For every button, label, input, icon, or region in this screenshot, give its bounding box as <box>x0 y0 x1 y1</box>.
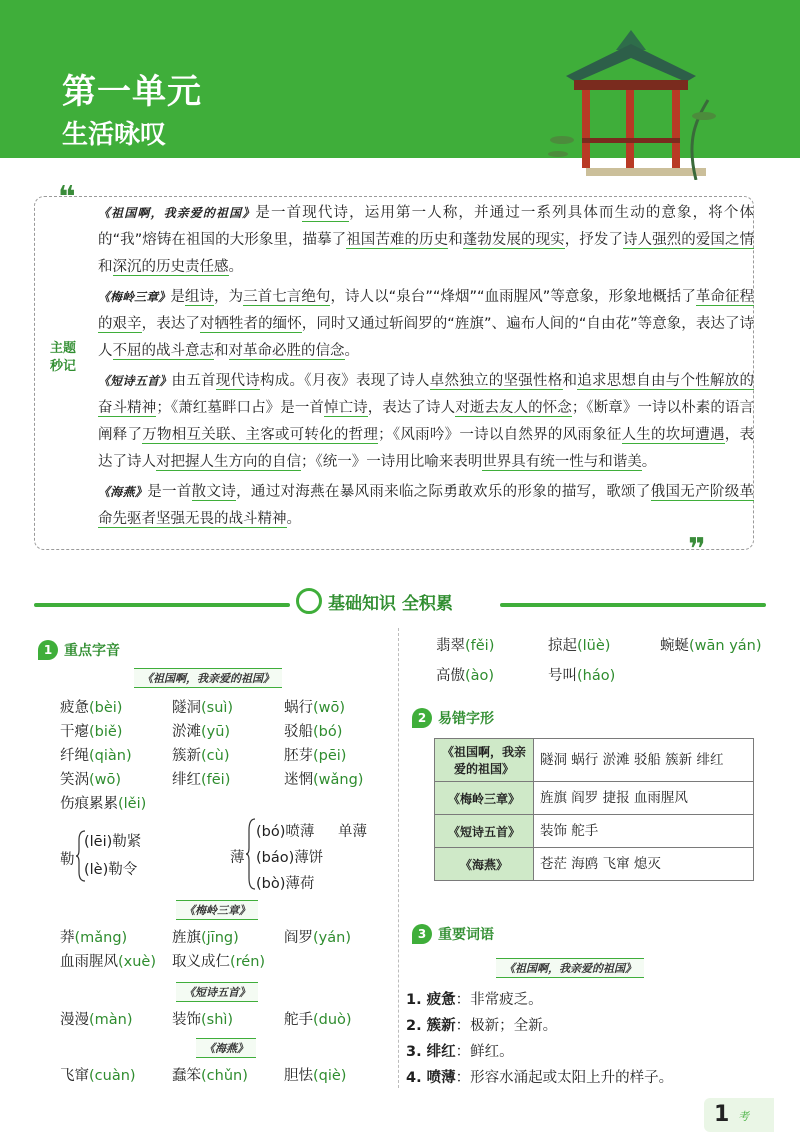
word: 干瘪 <box>60 724 89 740</box>
pinyin: (pēi) <box>313 748 347 764</box>
pinyin: (wō) <box>89 772 122 788</box>
pinyin: (bó) <box>313 724 343 740</box>
key-sounds-title: 重点字音 <box>64 643 120 659</box>
vocab-num: 3. <box>406 1044 427 1060</box>
word-pinyin <box>284 768 363 789</box>
poly-bo-1b: 单薄 <box>338 824 367 840</box>
word-pinyin <box>172 744 229 765</box>
word: 笑涡 <box>60 772 89 788</box>
word: 伤痕累累 <box>60 796 118 812</box>
word: 高傲 <box>436 668 465 684</box>
brace-bo <box>246 818 256 890</box>
pinyin: (cuàn) <box>89 1068 136 1084</box>
lesson-cell: 《梅岭三章》 <box>435 782 534 815</box>
lesson-cell: 《短诗五首》 <box>435 815 534 848</box>
word: 莽 <box>60 930 75 946</box>
word-pinyin <box>60 1064 136 1085</box>
poly-bo-3: (bò)薄荷 <box>256 876 315 892</box>
poly-bo-1: (bó)喷薄 <box>256 824 315 840</box>
leaf-number-icon: 3 <box>412 924 432 944</box>
pinyin: (duò) <box>313 1012 352 1028</box>
pinyin: (chǔn) <box>201 1068 248 1084</box>
chars-cell: 旌旗 阎罗 捷报 血雨腥风 <box>534 782 754 815</box>
pinyin: (háo) <box>577 668 616 684</box>
word: 血雨腥风 <box>60 954 118 970</box>
vocab-def: ：鲜红。 <box>455 1044 514 1060</box>
word: 胆怯 <box>284 1068 313 1084</box>
word: 驳船 <box>284 724 313 740</box>
error-chars-header <box>412 708 494 728</box>
leaf-number-icon: 2 <box>412 708 432 728</box>
pavilion-illustration <box>546 30 716 180</box>
word-pinyin <box>284 926 351 947</box>
pinyin: (biě) <box>89 724 123 740</box>
column-separator <box>398 628 399 1088</box>
word-pinyin <box>436 664 494 685</box>
lesson-tag-haiyan: 《海燕》 <box>196 1038 256 1058</box>
word-pinyin <box>548 634 610 655</box>
word-pinyin <box>60 1008 133 1029</box>
pinyin: (màn) <box>89 1012 133 1028</box>
unit-subtitle: 生活咏叹 <box>62 120 167 150</box>
pinyin: (bèi) <box>89 700 123 716</box>
swirl-icon <box>296 588 322 614</box>
vocab-def: ：形容水涌起或太阳上升的样子。 <box>455 1070 674 1086</box>
table-row <box>435 739 754 782</box>
word: 旌旗 <box>172 930 201 946</box>
lesson-cell: 《祖国啊，我亲爱的祖国》 <box>435 739 534 782</box>
word: 簇新 <box>172 748 201 764</box>
word-pinyin <box>60 744 132 765</box>
pinyin: (jīng) <box>201 930 239 946</box>
word: 纤绳 <box>60 748 89 764</box>
word-pinyin <box>660 634 762 655</box>
pinyin: (cù) <box>201 748 230 764</box>
pinyin: (lüè) <box>577 638 611 654</box>
page-number: 1 <box>714 1102 730 1127</box>
vocab-word: 簇新 <box>426 1018 456 1034</box>
word: 飞窜 <box>60 1068 89 1084</box>
pinyin: (wō) <box>313 700 346 716</box>
error-chars-title: 易错字形 <box>438 711 494 727</box>
word-pinyin <box>172 926 239 947</box>
word: 取义成仁 <box>172 954 230 970</box>
leaf-number-icon: 1 <box>38 640 58 660</box>
theme-paragraphs <box>98 200 754 536</box>
vocab-word: 疲惫 <box>426 992 456 1008</box>
pinyin: (ào) <box>465 668 495 684</box>
pinyin: (mǎng) <box>74 930 128 946</box>
word: 翡翠 <box>436 638 465 654</box>
poly-le-1: (lēi)勒紧 <box>84 834 142 850</box>
chars-cell: 苍茫 海鸥 飞窜 熄灭 <box>534 848 754 881</box>
vocab-item <box>406 1040 514 1061</box>
pinyin: (shì) <box>201 1012 234 1028</box>
poly-bo-2: (báo)薄饼 <box>256 850 324 866</box>
word-pinyin <box>284 744 346 765</box>
vocab-word: 绯红 <box>426 1044 456 1060</box>
vocab-def: ：极新；全新。 <box>455 1018 558 1034</box>
page-mark: 考 <box>738 1110 749 1123</box>
word-pinyin <box>548 664 615 685</box>
pinyin: (rén) <box>230 954 266 970</box>
word-pinyin <box>284 720 342 741</box>
theme-paragraph-4: 《海燕》是一首散文诗，通过对海燕在暴风雨来临之际勇敢欢乐的形象的描写，歌颂了俄国无产阶级革命先驱者坚强无畏的战斗精神。 <box>98 484 755 527</box>
lesson-cell: 《海燕》 <box>435 848 534 881</box>
word-pinyin <box>172 720 230 741</box>
vocab-title: 重要词语 <box>438 927 494 943</box>
word-pinyin <box>60 926 127 947</box>
quote-open-icon: ❝ <box>58 180 76 215</box>
word-pinyin <box>172 1064 248 1085</box>
poly-le-char: 勒 <box>60 852 75 868</box>
word: 蜗行 <box>284 700 313 716</box>
word: 隧洞 <box>172 700 201 716</box>
chars-cell: 装饰 舵手 <box>534 815 754 848</box>
word-pinyin <box>172 768 230 789</box>
word-pinyin <box>172 696 233 717</box>
page-number-tab <box>704 1098 774 1132</box>
error-chars-table <box>434 738 754 881</box>
vocab-num: 4. <box>406 1070 427 1086</box>
pinyin: (yán) <box>313 930 351 946</box>
word: 绯红 <box>172 772 201 788</box>
vocab-num: 2. <box>406 1018 427 1034</box>
pinyin: (fēi) <box>201 772 231 788</box>
word-pinyin <box>284 1008 352 1029</box>
quote-close-icon: ❞ <box>688 532 706 567</box>
unit-title: 第一单元 <box>62 72 202 112</box>
theme-label: 主题秒记 <box>49 341 76 374</box>
vocab-item <box>406 1066 673 1087</box>
word-pinyin <box>284 1064 346 1085</box>
table-row <box>435 815 754 848</box>
chars-cell: 隧洞 蜗行 淤滩 驳船 簇新 绯红 <box>534 739 754 782</box>
pinyin: (xuè) <box>118 954 157 970</box>
pinyin: (yū) <box>201 724 231 740</box>
word: 装饰 <box>172 1012 201 1028</box>
vocab-def: ：非常疲乏。 <box>455 992 543 1008</box>
table-row <box>435 782 754 815</box>
theme-paragraph-1: 《祖国啊，我亲爱的祖国》是一首现代诗，运用第一人称，并通过一系列具体而生动的意象，将个体的“我”熔铸在祖国的大形象里，描摹了祖国苦难的历史和蓬勃发展的现实，抒发了诗人强烈的爱国之情和深沉的历史责任感。 <box>98 205 755 275</box>
word-pinyin <box>172 950 265 971</box>
word-pinyin <box>60 792 146 813</box>
lesson-tag-zuguo: 《祖国啊，我亲爱的祖国》 <box>134 668 282 688</box>
section-title: 基础知识 全积累 <box>328 593 453 614</box>
vocab-item <box>406 988 543 1009</box>
vocab-word: 喷薄 <box>426 1070 456 1086</box>
word: 蠢笨 <box>172 1068 201 1084</box>
word-pinyin <box>60 768 121 789</box>
vocab-item <box>406 1014 557 1035</box>
vocab-num: 1. <box>406 992 427 1008</box>
word-pinyin <box>436 634 494 655</box>
section-header <box>296 588 453 614</box>
word: 胚芽 <box>284 748 313 764</box>
pinyin: (suì) <box>201 700 234 716</box>
section-divider-left <box>34 603 290 607</box>
word: 疲惫 <box>60 700 89 716</box>
lesson-tag-meiling: 《梅岭三章》 <box>176 900 258 920</box>
pinyin: (fěi) <box>465 638 495 654</box>
pinyin: (wān yán) <box>689 638 762 654</box>
word: 号叫 <box>548 668 577 684</box>
pinyin: (wǎng) <box>313 772 364 788</box>
word-pinyin <box>60 950 156 971</box>
pinyin: (lěi) <box>118 796 147 812</box>
word-pinyin <box>60 720 122 741</box>
word: 漫漫 <box>60 1012 89 1028</box>
word: 蜿蜒 <box>660 638 689 654</box>
word: 舵手 <box>284 1012 313 1028</box>
poly-le-2: (lè)勒令 <box>84 862 138 878</box>
word-pinyin <box>60 696 122 717</box>
word-pinyin <box>284 696 345 717</box>
table-row <box>435 848 754 881</box>
theme-paragraph-2: 《梅岭三章》是组诗，为三首七言绝句，诗人以“泉台”“烽烟”“血雨腥风”等意象，形象地概括了革命征程的艰辛，表达了对牺牲者的缅怀，同时又通过斩阎罗的“旌旗”、遍布人间的“自由花”等意象，表达了诗人不屈的战斗意志和对革命必胜的信念。 <box>98 289 755 359</box>
pinyin: (qiàn) <box>89 748 132 764</box>
vocab-header <box>412 924 494 944</box>
lesson-tag-duanshi: 《短诗五首》 <box>176 982 258 1002</box>
pinyin: (qiè) <box>313 1068 347 1084</box>
word: 迷惘 <box>284 772 313 788</box>
word: 阎罗 <box>284 930 313 946</box>
word: 掠起 <box>548 638 577 654</box>
word: 淤滩 <box>172 724 201 740</box>
poly-bo-char: 薄 <box>230 850 245 866</box>
word-pinyin <box>172 1008 233 1029</box>
theme-paragraph-3: 《短诗五首》由五首现代诗构成。《月夜》表现了诗人卓然独立的坚强性格和追求思想自由与个性解放的奋斗精神；《萧红墓畔口占》是一首悼亡诗，表达了诗人对逝去友人的怀念；《断章》一诗以朴素的语言阐释了万物相互关联、主客或可转化的哲理；《风雨吟》一诗以自然界的风雨象征人生的坎坷遭遇，表达了诗人对把握人生方向的自信；《统一》一诗用比喻来表明世界具有统一性与和谐美。 <box>98 373 755 470</box>
key-sounds-header <box>38 640 120 660</box>
section-divider-right <box>500 603 766 607</box>
vocab-lesson-tag: 《祖国啊，我亲爱的祖国》 <box>496 958 644 978</box>
